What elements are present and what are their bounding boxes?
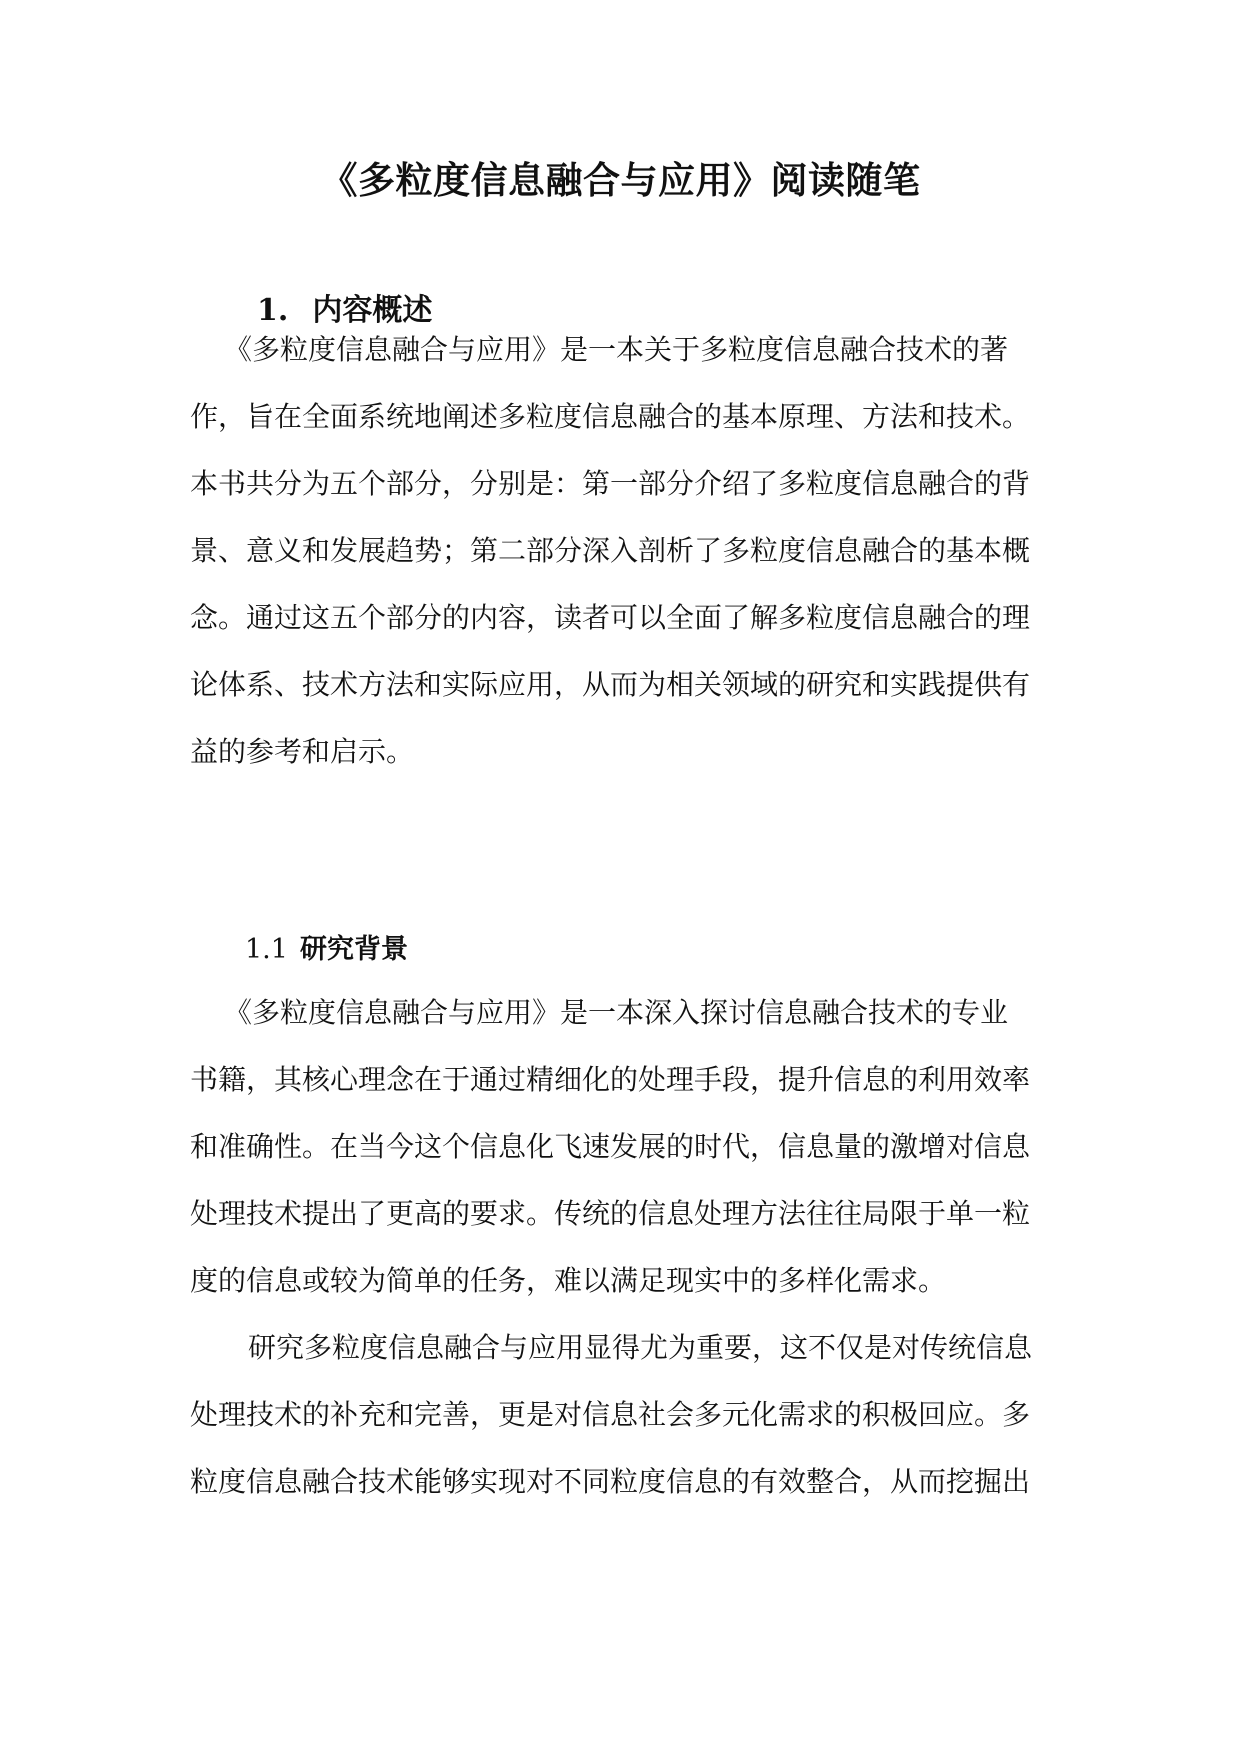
text-line: 研究多粒度信息融合与应用显得尤为重要，这不仅是对传统信息 bbox=[248, 1331, 1033, 1364]
text-line: 书籍，其核心理念在于通过精细化的处理手段，提升信息的利用效率 bbox=[190, 1063, 1031, 1096]
section-heading-1-1 bbox=[245, 927, 408, 966]
section-number: 1. bbox=[257, 293, 289, 328]
document-title: 《多粒度信息融合与应用》阅读随笔 bbox=[320, 159, 921, 202]
text-line: 论体系、技术方法和实际应用，从而为相关领域的研究和实践提供有 bbox=[190, 668, 1031, 701]
text-line: 作，旨在全面系统地阐述多粒度信息融合的基本原理、方法和技术。 bbox=[190, 400, 1031, 433]
section-heading-1 bbox=[257, 285, 432, 329]
text-line: 处理技术的补充和完善，更是对信息社会多元化需求的积极回应。多 bbox=[190, 1398, 1031, 1431]
section-number: 1.1 bbox=[245, 934, 288, 965]
text-line: 和准确性。在当今这个信息化飞速发展的时代，信息量的激增对信息 bbox=[190, 1130, 1031, 1163]
text-line: 《多粒度信息融合与应用》是一本深入探讨信息融合技术的专业 bbox=[224, 996, 1009, 1029]
text-line: 念。通过这五个部分的内容，读者可以全面了解多粒度信息融合的理 bbox=[190, 601, 1031, 634]
text-line: 度的信息或较为简单的任务，难以满足现实中的多样化需求。 bbox=[190, 1264, 947, 1297]
section-heading-text: 研究背景 bbox=[299, 934, 408, 965]
text-line: 《多粒度信息融合与应用》是一本关于多粒度信息融合技术的著 bbox=[224, 333, 1009, 366]
text-line: 景、意义和发展趋势；第二部分深入剖析了多粒度信息融合的基本概 bbox=[190, 534, 1031, 567]
text-line: 本书共分为五个部分，分别是：第一部分介绍了多粒度信息融合的背 bbox=[190, 467, 1031, 500]
text-line: 处理技术提出了更高的要求。传统的信息处理方法往往局限于单一粒 bbox=[190, 1197, 1031, 1230]
text-line: 粒度信息融合技术能够实现对不同粒度信息的有效整合，从而挖掘出 bbox=[190, 1465, 1031, 1498]
text-line: 益的参考和启示。 bbox=[190, 735, 415, 768]
section-heading-text: 内容概述 bbox=[312, 293, 433, 328]
